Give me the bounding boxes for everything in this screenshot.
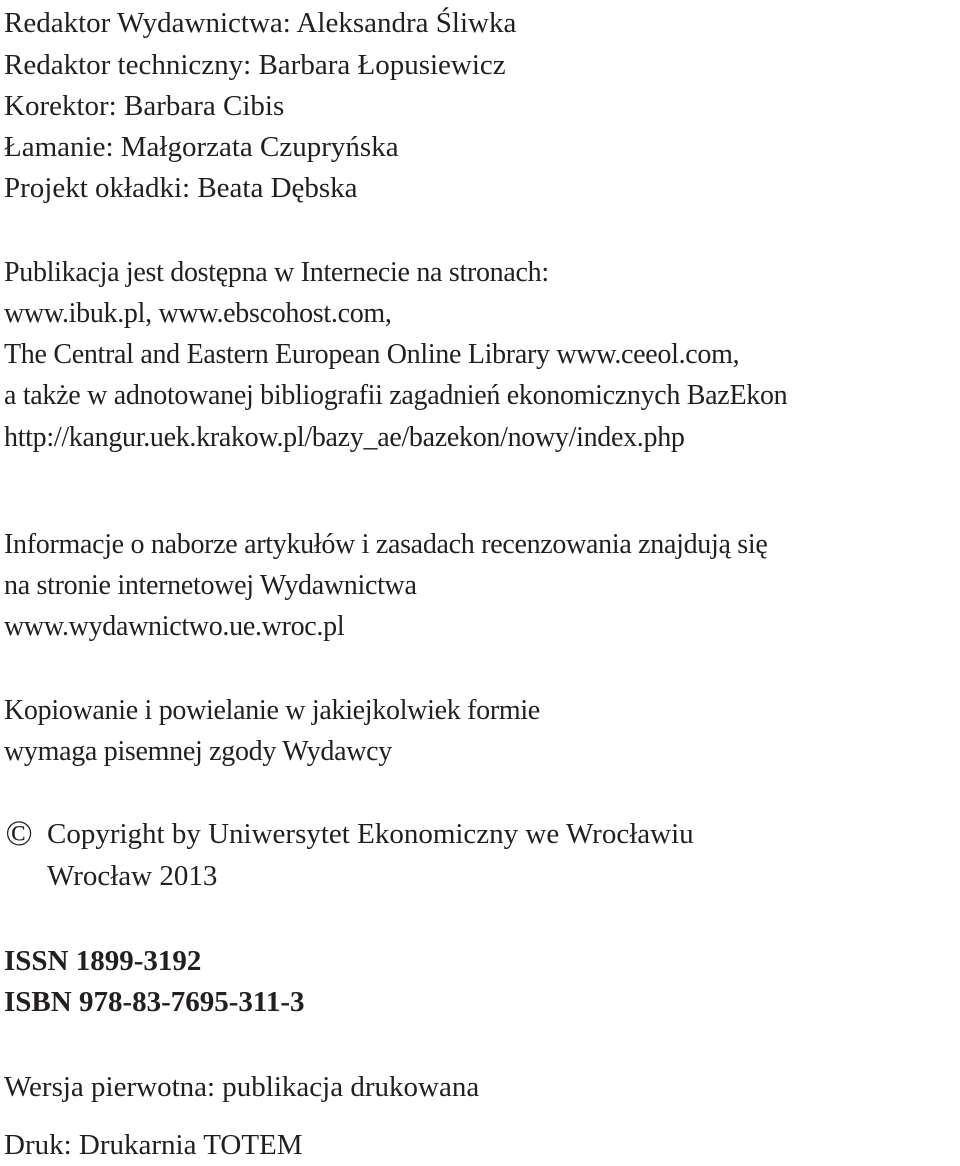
printing-house: Druk: Drukarnia TOTEM <box>4 1129 303 1161</box>
technical-editor-credit: Redaktor techniczny: Barbara Łopusiewicz <box>4 49 506 81</box>
issn: ISSN 1899-3192 <box>4 945 202 977</box>
proofreader-credit: Korektor: Barbara Cibis <box>4 90 285 122</box>
availability-bazekon: a także w adnotowanej bibliografii zagadnień ekonomicznych BazEkon <box>4 380 788 411</box>
submissions-info: Informacje o naborze artykułów i zasadach recenzowania znajdują się <box>4 529 768 560</box>
availability-ceeol: The Central and Eastern European Online Library www.ceeol.com, <box>4 339 740 370</box>
cover-design-credit: Projekt okładki: Beata Dębska <box>4 172 358 204</box>
isbn: ISBN 978-83-7695-311-3 <box>4 986 305 1018</box>
copyright-holder: Copyright by Uniwersytet Ekonomiczny we Wrocławiu <box>47 818 694 850</box>
availability-bazekon-url: http://kangur.uek.krakow.pl/bazy_ae/bazekon/nowy/index.php <box>4 422 685 453</box>
editor-credit: Redaktor Wydawnictwa: Aleksandra Śliwka <box>4 7 517 39</box>
submissions-website-note: na stronie internetowej Wydawnictwa <box>4 570 417 601</box>
copying-notice-line1: Kopiowanie i powielanie w jakiejkolwiek formie <box>4 695 540 726</box>
publisher-website: www.wydawnictwo.ue.wroc.pl <box>4 611 345 642</box>
copying-notice-line2: wymaga pisemnej zgody Wydawcy <box>4 736 392 767</box>
availability-sites: www.ibuk.pl, www.ebscohost.com, <box>4 298 392 329</box>
version-note: Wersja pierwotna: publikacja drukowana <box>4 1071 480 1103</box>
availability-intro: Publikacja jest dostępna w Internecie na stronach: <box>4 257 549 288</box>
typesetting-credit: Łamanie: Małgorzata Czupryńska <box>4 131 399 163</box>
copyright-place-year: Wrocław 2013 <box>47 860 218 892</box>
copyright-icon: © <box>5 813 33 853</box>
